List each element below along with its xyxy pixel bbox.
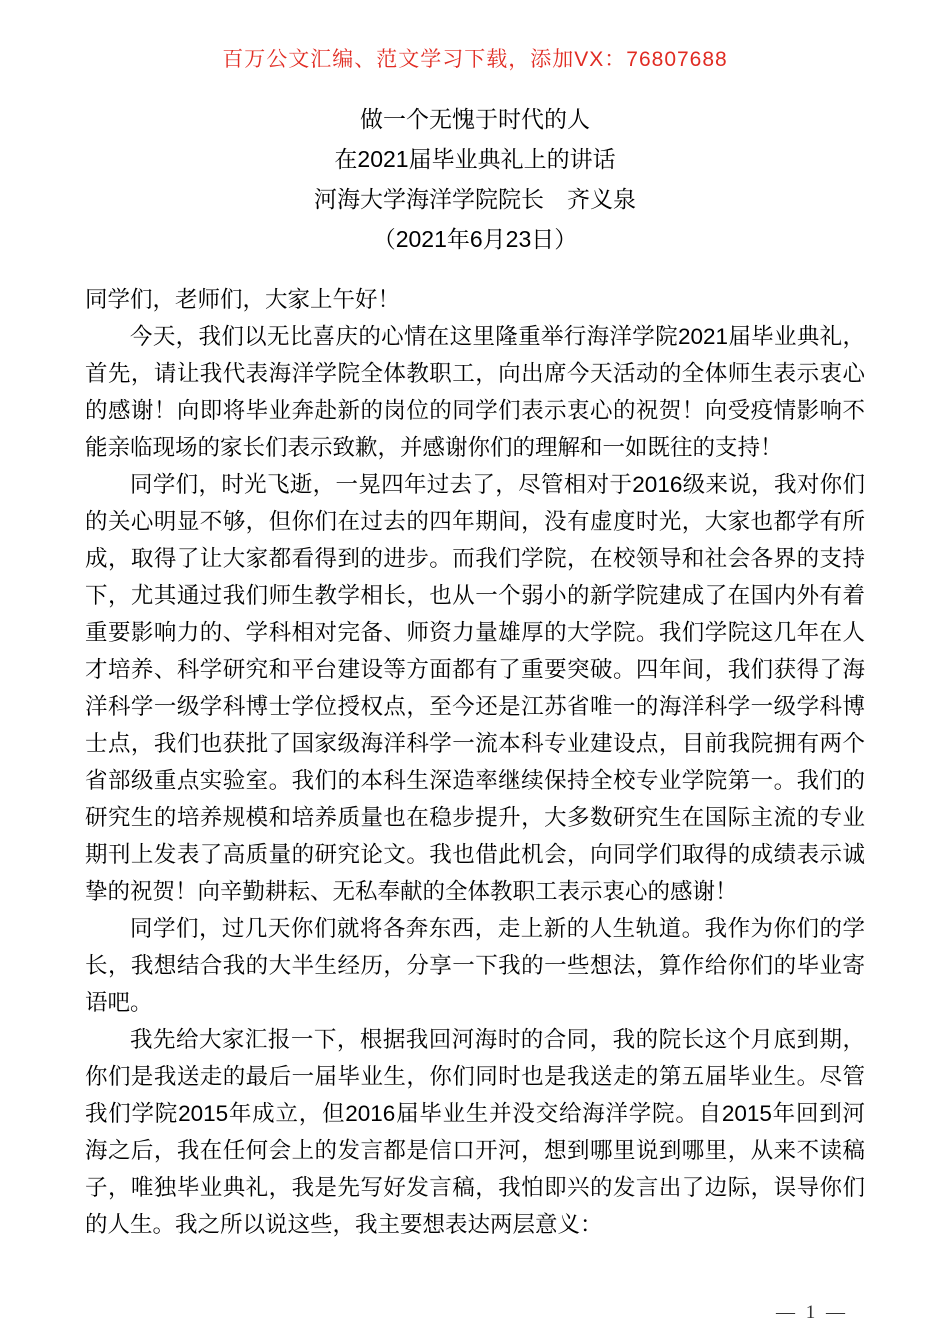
paragraph: 今天，我们以无比喜庆的心情在这里隆重举行海洋学院2021届毕业典礼，首先，请让我代表海洋学院全体教职工，向出席今天活动的全体师生表示衷心的感谢！向即将毕业奔赴新的岗位的同学们表示衷心的祝贺！向受疫情影响不能亲临现场的家长们表示致歉，并感谢你们的理解和一如既往的支持！ bbox=[85, 324, 865, 460]
doc-subtitle: 在2021届毕业典礼上的讲话 bbox=[334, 146, 616, 172]
title-block bbox=[0, 99, 950, 259]
paragraph: 同学们，过几天你们就将各奔东西，走上新的人生轨道。我作为你们的学长，我想结合我的大半生经历，分享一下我的一些想法，算作给你们的毕业寄语吧。 bbox=[85, 916, 865, 1015]
page-number: — 1 — bbox=[776, 1302, 845, 1323]
doc-title: 做一个无愧于时代的人 bbox=[360, 106, 590, 132]
paragraph-greeting: 同学们，老师们，大家上午好！ bbox=[85, 287, 401, 312]
document-body bbox=[85, 281, 865, 1243]
doc-author: 河海大学海洋学院院长 齐义泉 bbox=[314, 186, 636, 212]
paragraph: 同学们，时光飞逝，一晃四年过去了，尽管相对于2016级来说，我对你们的关心明显不够，但你们在过去的四年期间，没有虚度时光，大家也都学有所成，取得了让大家都看得到的进步。而我们学院，在校领导和社会各界的支持下，尤其通过我们师生教学相长，也从一个弱小的新学院建成了在国内外有着重要影响力的、学科相对完备、师资力量雄厚的大学院。我们学院这几年在人才培养、科学研究和平台建设等方面都有了重要突破。四年间，我们获得了海洋科学一级学科博士学位授权点，至今还是江苏省唯一的海洋科学一级学科博士点，我们也获批了国家级海洋科学一流本科专业建设点，目前我院拥有两个省部级重点实验室。我们的本科生深造率继续保持全校专业学院第一。我们的研究生的培养规模和培养质量也在稳步提升，大多数研究生在国际主流的专业期刊上发表了高质量的研究论文。我也借此机会，向同学们取得的成绩表示诚挚的祝贺！向辛勤耕耘、无私奉献的全体教职工表示衷心的感谢！ bbox=[85, 472, 865, 904]
doc-date: （2021年6月23日） bbox=[372, 226, 578, 252]
paragraph: 我先给大家汇报一下，根据我回河海时的合同，我的院长这个月底到期，你们是我送走的最后一届毕业生，你们同时也是我送走的第五届毕业生。尽管我们学院2015年成立，但2016届毕业生并没交给海洋学院。自2015年回到河海之后，我在任何会上的发言都是信口开河，想到哪里说到哪里，从来不读稿子，唯独毕业典礼，我是先写好发言稿，我怕即兴的发言出了边际，误导你们的人生。我之所以说这些，我主要想表达两层意义： bbox=[85, 1027, 865, 1237]
watermark-text: 百万公文汇编、范文学习下载，添加VX：76807688 bbox=[222, 48, 728, 71]
